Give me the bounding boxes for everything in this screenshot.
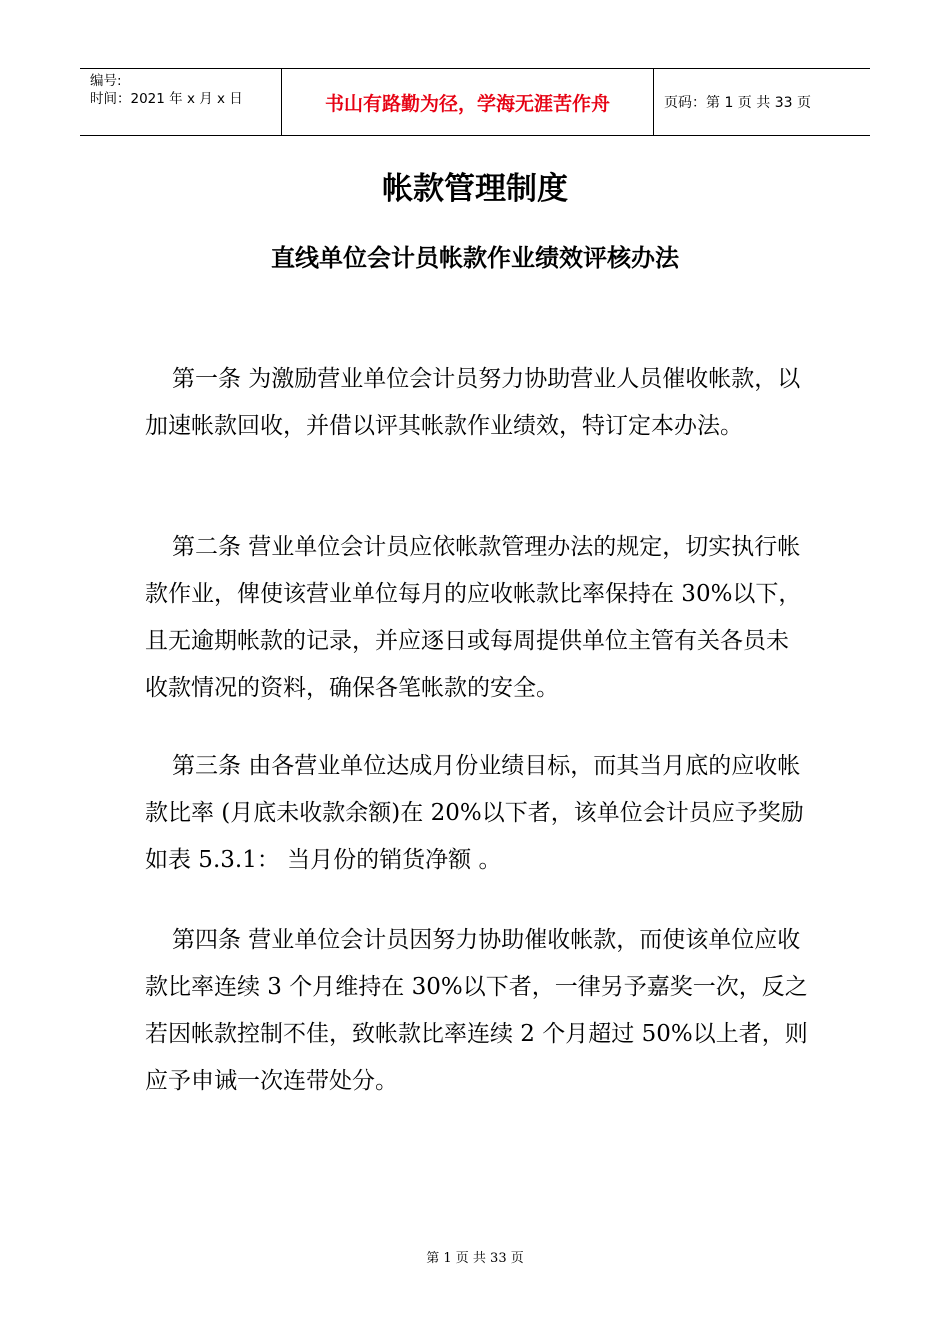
article-1: 第一条 为激励营业单位会计员努力协助营业人员催收帐款，以加速帐款回收，并借以评其帐款作业绩效，特订定本办法。 [145, 366, 801, 439]
document-header [80, 68, 870, 136]
page-footer: 第 1 页 共 33 页 [426, 1251, 524, 1266]
article-4: 第四条 营业单位会计员因努力协助催收帐款，而使该单位应收款比率连续 3 个月维持在 30%以下者，一律另予嘉奖一次，反之若因帐款控制不佳，致帐款比率连续 2 个月超过 50%以上者，则应予申诫一次连带处分。 [145, 927, 808, 1094]
article-3: 第三条 由各营业单位达成月份业绩目标，而其当月底的应收帐款比率 (月底未收款余额)在 20%以下者，该单位会计员应予奖励如表 5.3.1： 当月份的销货净额 。 [145, 753, 804, 873]
document-subtitle: 直线单位会计员帐款作业绩效评核办法 [271, 244, 679, 272]
document-number-label: 编号: [90, 73, 122, 89]
article-2: 第二条 营业单位会计员应依帐款管理办法的规定，切实执行帐款作业，俾使该营业单位每月的应收帐款比率保持在 30%以下，且无逾期帐款的记录，并应逐日或每周提供单位主管有关各员未收款情况的资料，确保各笔帐款的安全。 [145, 534, 802, 701]
document-title: 帐款管理制度 [382, 171, 568, 207]
header-motto: 书山有路勤为径，学海无涯苦作舟 [282, 69, 654, 135]
header-page-info: 页码：第 1 页 共 33 页 [664, 95, 811, 111]
document-date-label: 时间：2021 年 x 月 x 日 [90, 91, 243, 107]
header-meta-cell [80, 69, 282, 135]
